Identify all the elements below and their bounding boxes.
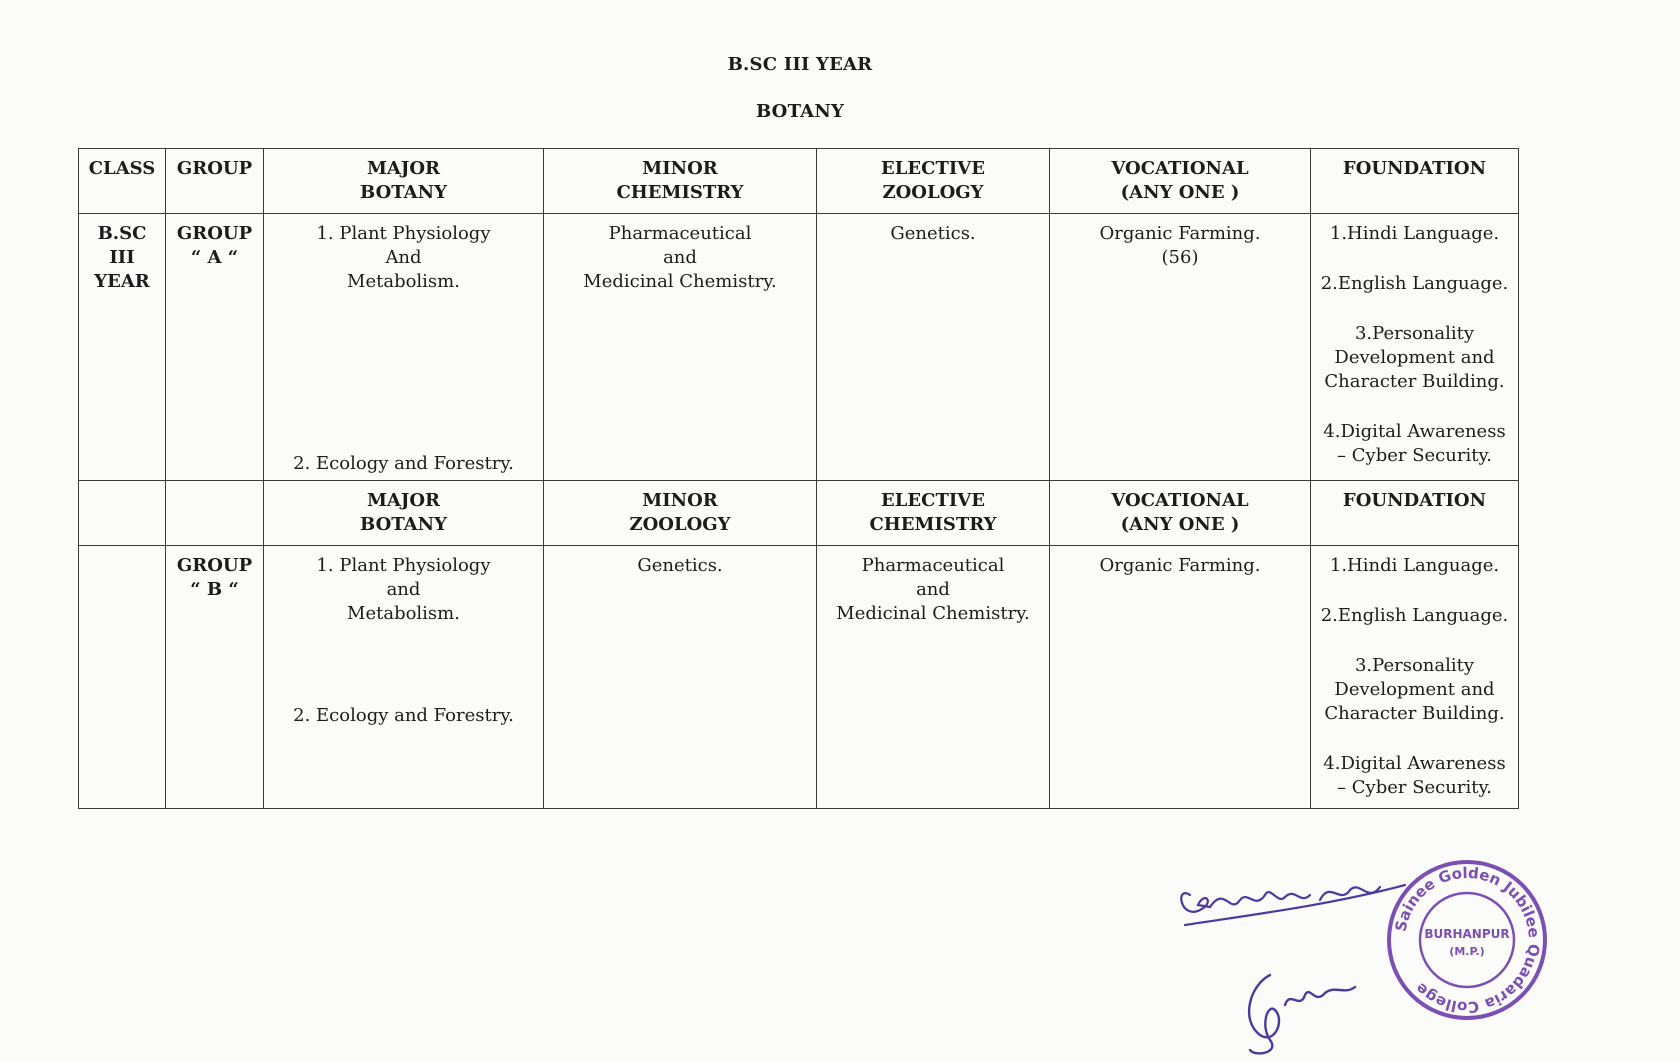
foundation-item: 2.English Language. xyxy=(1320,273,1509,294)
header-vocational: VOCATIONAL (ANY ONE ) xyxy=(1050,481,1311,546)
foundation-item: 4.Digital Awareness – Cyber Security. xyxy=(1323,421,1506,466)
minor-cell-b: Genetics. xyxy=(544,546,817,809)
svg-text:(M.P.): (M.P.) xyxy=(1449,945,1485,958)
header-foundation: FOUNDATION xyxy=(1311,481,1519,546)
foundation-item: 1.Hindi Language. xyxy=(1329,223,1500,244)
minor-cell-a: Pharmaceutical and Medicinal Chemistry. xyxy=(544,214,817,481)
elective-cell-b: Pharmaceutical and Medicinal Chemistry. xyxy=(817,546,1050,809)
vocational-cell-b: Organic Farming. xyxy=(1050,546,1311,809)
svg-text:BURHANPUR: BURHANPUR xyxy=(1424,927,1510,941)
group-a-cell: GROUP “ A “ xyxy=(166,214,264,481)
class-cell-empty xyxy=(79,546,166,809)
foundation-item: 2.English Language. xyxy=(1320,605,1509,626)
college-seal xyxy=(1382,855,1552,1025)
foundation-item: 3.Personality Development and Character Building. xyxy=(1324,323,1505,392)
header-minor: MINOR CHEMISTRY xyxy=(544,149,817,214)
foundation-item: 3.Personality Development and Character Building. xyxy=(1324,655,1505,724)
header-major: MAJOR BOTANY xyxy=(264,481,544,546)
document-title: B.SC III YEAR xyxy=(727,54,873,75)
group-b-cell: GROUP “ B “ xyxy=(166,546,264,809)
class-cell: B.SC III YEAR xyxy=(79,214,166,481)
elective-cell-a: Genetics. xyxy=(817,214,1050,481)
vocational-cell-a: Organic Farming. (56) xyxy=(1050,214,1311,481)
major-item-2: 2. Ecology and Forestry. xyxy=(293,705,514,726)
signature-1 xyxy=(1170,865,1410,935)
foundation-cell-a xyxy=(1311,214,1519,481)
major-cell-a: 1. Plant Physiology And Metabolism. 2. Ecology and Forestry. xyxy=(264,214,544,481)
signature-2 xyxy=(1230,965,1360,1060)
table-row-group-a xyxy=(79,214,1519,481)
header-elective: ELECTIVE CHEMISTRY xyxy=(817,481,1050,546)
header-group-empty xyxy=(166,481,264,546)
foundation-item: 4.Digital Awareness – Cyber Security. xyxy=(1323,753,1506,798)
document-subject: BOTANY xyxy=(755,101,845,122)
major-item-2: 2. Ecology and Forestry. xyxy=(293,453,514,474)
table-row-group-b xyxy=(79,546,1519,809)
major-cell-b: 1. Plant Physiology and Metabolism. 2. Ecology and Forestry. xyxy=(264,546,544,809)
svg-text:Sainee Golden Jubilee Quadaria: Sainee Golden Jubilee Quadaria College xyxy=(1391,863,1544,1017)
header-elective: ELECTIVE ZOOLOGY xyxy=(817,149,1050,214)
header-class: CLASS xyxy=(79,149,166,214)
foundation-item: 1.Hindi Language. xyxy=(1329,555,1500,576)
header-minor: MINOR ZOOLOGY xyxy=(544,481,817,546)
header-class-empty xyxy=(79,481,166,546)
header-vocational: VOCATIONAL (ANY ONE ) xyxy=(1050,149,1311,214)
header-foundation: FOUNDATION xyxy=(1311,149,1519,214)
foundation-cell-b xyxy=(1311,546,1519,809)
header-group: GROUP xyxy=(166,149,264,214)
table-header-row-a xyxy=(79,149,1519,214)
header-major: MAJOR BOTANY xyxy=(264,149,544,214)
table-header-row-b xyxy=(79,481,1519,546)
syllabus-table xyxy=(78,148,1519,809)
